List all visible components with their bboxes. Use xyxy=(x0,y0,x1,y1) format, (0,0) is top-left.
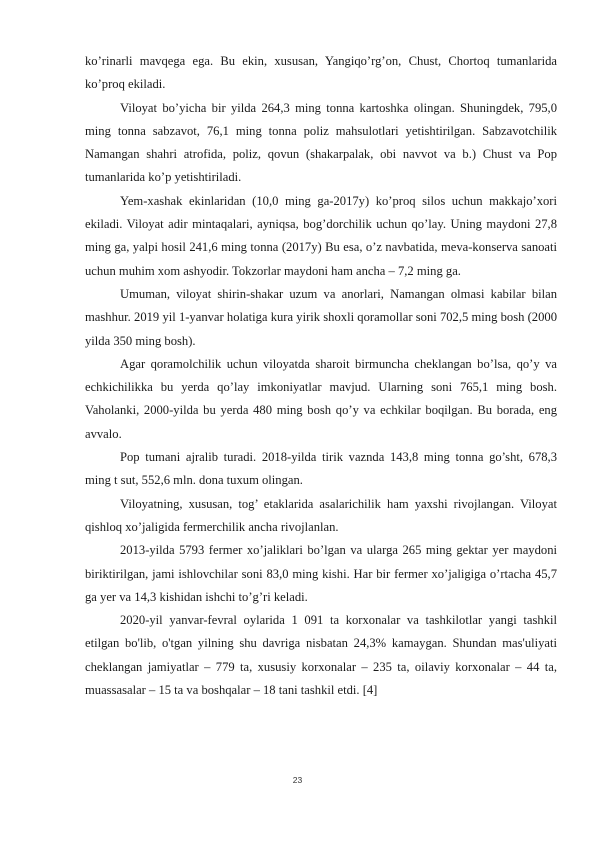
paragraph: Agar qoramolchilik uchun viloyatda sharoit birmuncha cheklangan bo’lsa, qo’y va echkichilikka bu yerda qo’lay imkoniyatlar mavjud. Ularning soni 765,1 ming bosh. Vaholanki, 2000-yilda bu yerda 480 ming bosh qo’y va echkilar boqilgan. Bu borada, eng avvalo. xyxy=(85,356,557,441)
paragraph: Viloyat bo’yicha bir yilda 264,3 ming tonna kartoshka olingan. Shuningdek, 795,0 ming tonna sabzavot, 76,1 ming tonna poliz mahsulotlari yetishtirilgan. Sabzavotchilik Namangan shahri atrofida, poliz, qovun (shakarpalak, obi navvot va b.) Chust va Pop tumanlarida ko’p yetishtiriladi. xyxy=(85,100,557,185)
page-number: 23 xyxy=(292,775,303,785)
paragraph: Umuman, viloyat shirin-shakar uzum va anorlari, Namangan olmasi kabilar bilan mashhur. 2019 yil 1-yanvar holatiga kura yirik shoxli qoramollar soni 702,5 ming bosh (2000 yilda 350 ming bosh). xyxy=(85,286,557,348)
paragraph: Yem-xashak ekinlaridan (10,0 ming ga-2017y) ko’proq silos uchun makkajo’xori ekiladi. Viloyat adir mintaqalari, ayniqsa, bog’dorchilik uchun qo’lay. Uning maydoni 27,8 ming ga, yalpi hosil 241,6 ming tonna (2017y) Bu esa, o’z navbatida, meva-konserva sanoati uchun muhim xom ashyodir. Tokzorlar maydoni ham ancha – 7,2 ming ga. xyxy=(85,193,557,278)
document-body xyxy=(85,50,557,702)
paragraph: 2020-yil yanvar-fevral oylarida 1 091 ta korxonalar va tashkilotlar yangi tashkil etilgan bo'lib, o'tgan yilning shu davriga nisbatan 24,3% kamaygan. Shundan mas'uliyati cheklangan jamiyatlar – 779 ta, xususiy korxonalar – 235 ta, oilaviy korxonalar – 44 ta, muassasalar – 15 ta va boshqalar – 18 tani tashkil etdi. [4] xyxy=(85,613,557,698)
paragraph: 2013-yilda 5793 fermer xo’jaliklari bo’lgan va ularga 265 ming gektar yer maydoni biriktirilgan, jami ishlovchilar soni 83,0 ming kishi. Har bir fermer xo’jaligiga o’rtacha 45,7 ga yer va 14,3 kishidan ishchi to’g’ri keladi. xyxy=(85,543,557,604)
paragraph: Viloyatning, xususan, tog’ etaklarida asalarichilik ham yaxshi rivojlangan. Viloyat qishloq xo’jaligida fermerchilik ancha rivojlanlan. xyxy=(85,496,557,534)
paragraph: Pop tumani ajralib turadi. 2018-yilda tirik vaznda 143,8 ming tonna go’sht, 678,3 ming t sut, 552,6 mln. dona tuxum olingan. xyxy=(85,450,557,488)
paragraph: ko’rinarli mavqega ega. Bu ekin, xususan, Yangiqo’rg’on, Chust, Chortoq tumanlarida ko’proq ekiladi. xyxy=(85,54,557,92)
